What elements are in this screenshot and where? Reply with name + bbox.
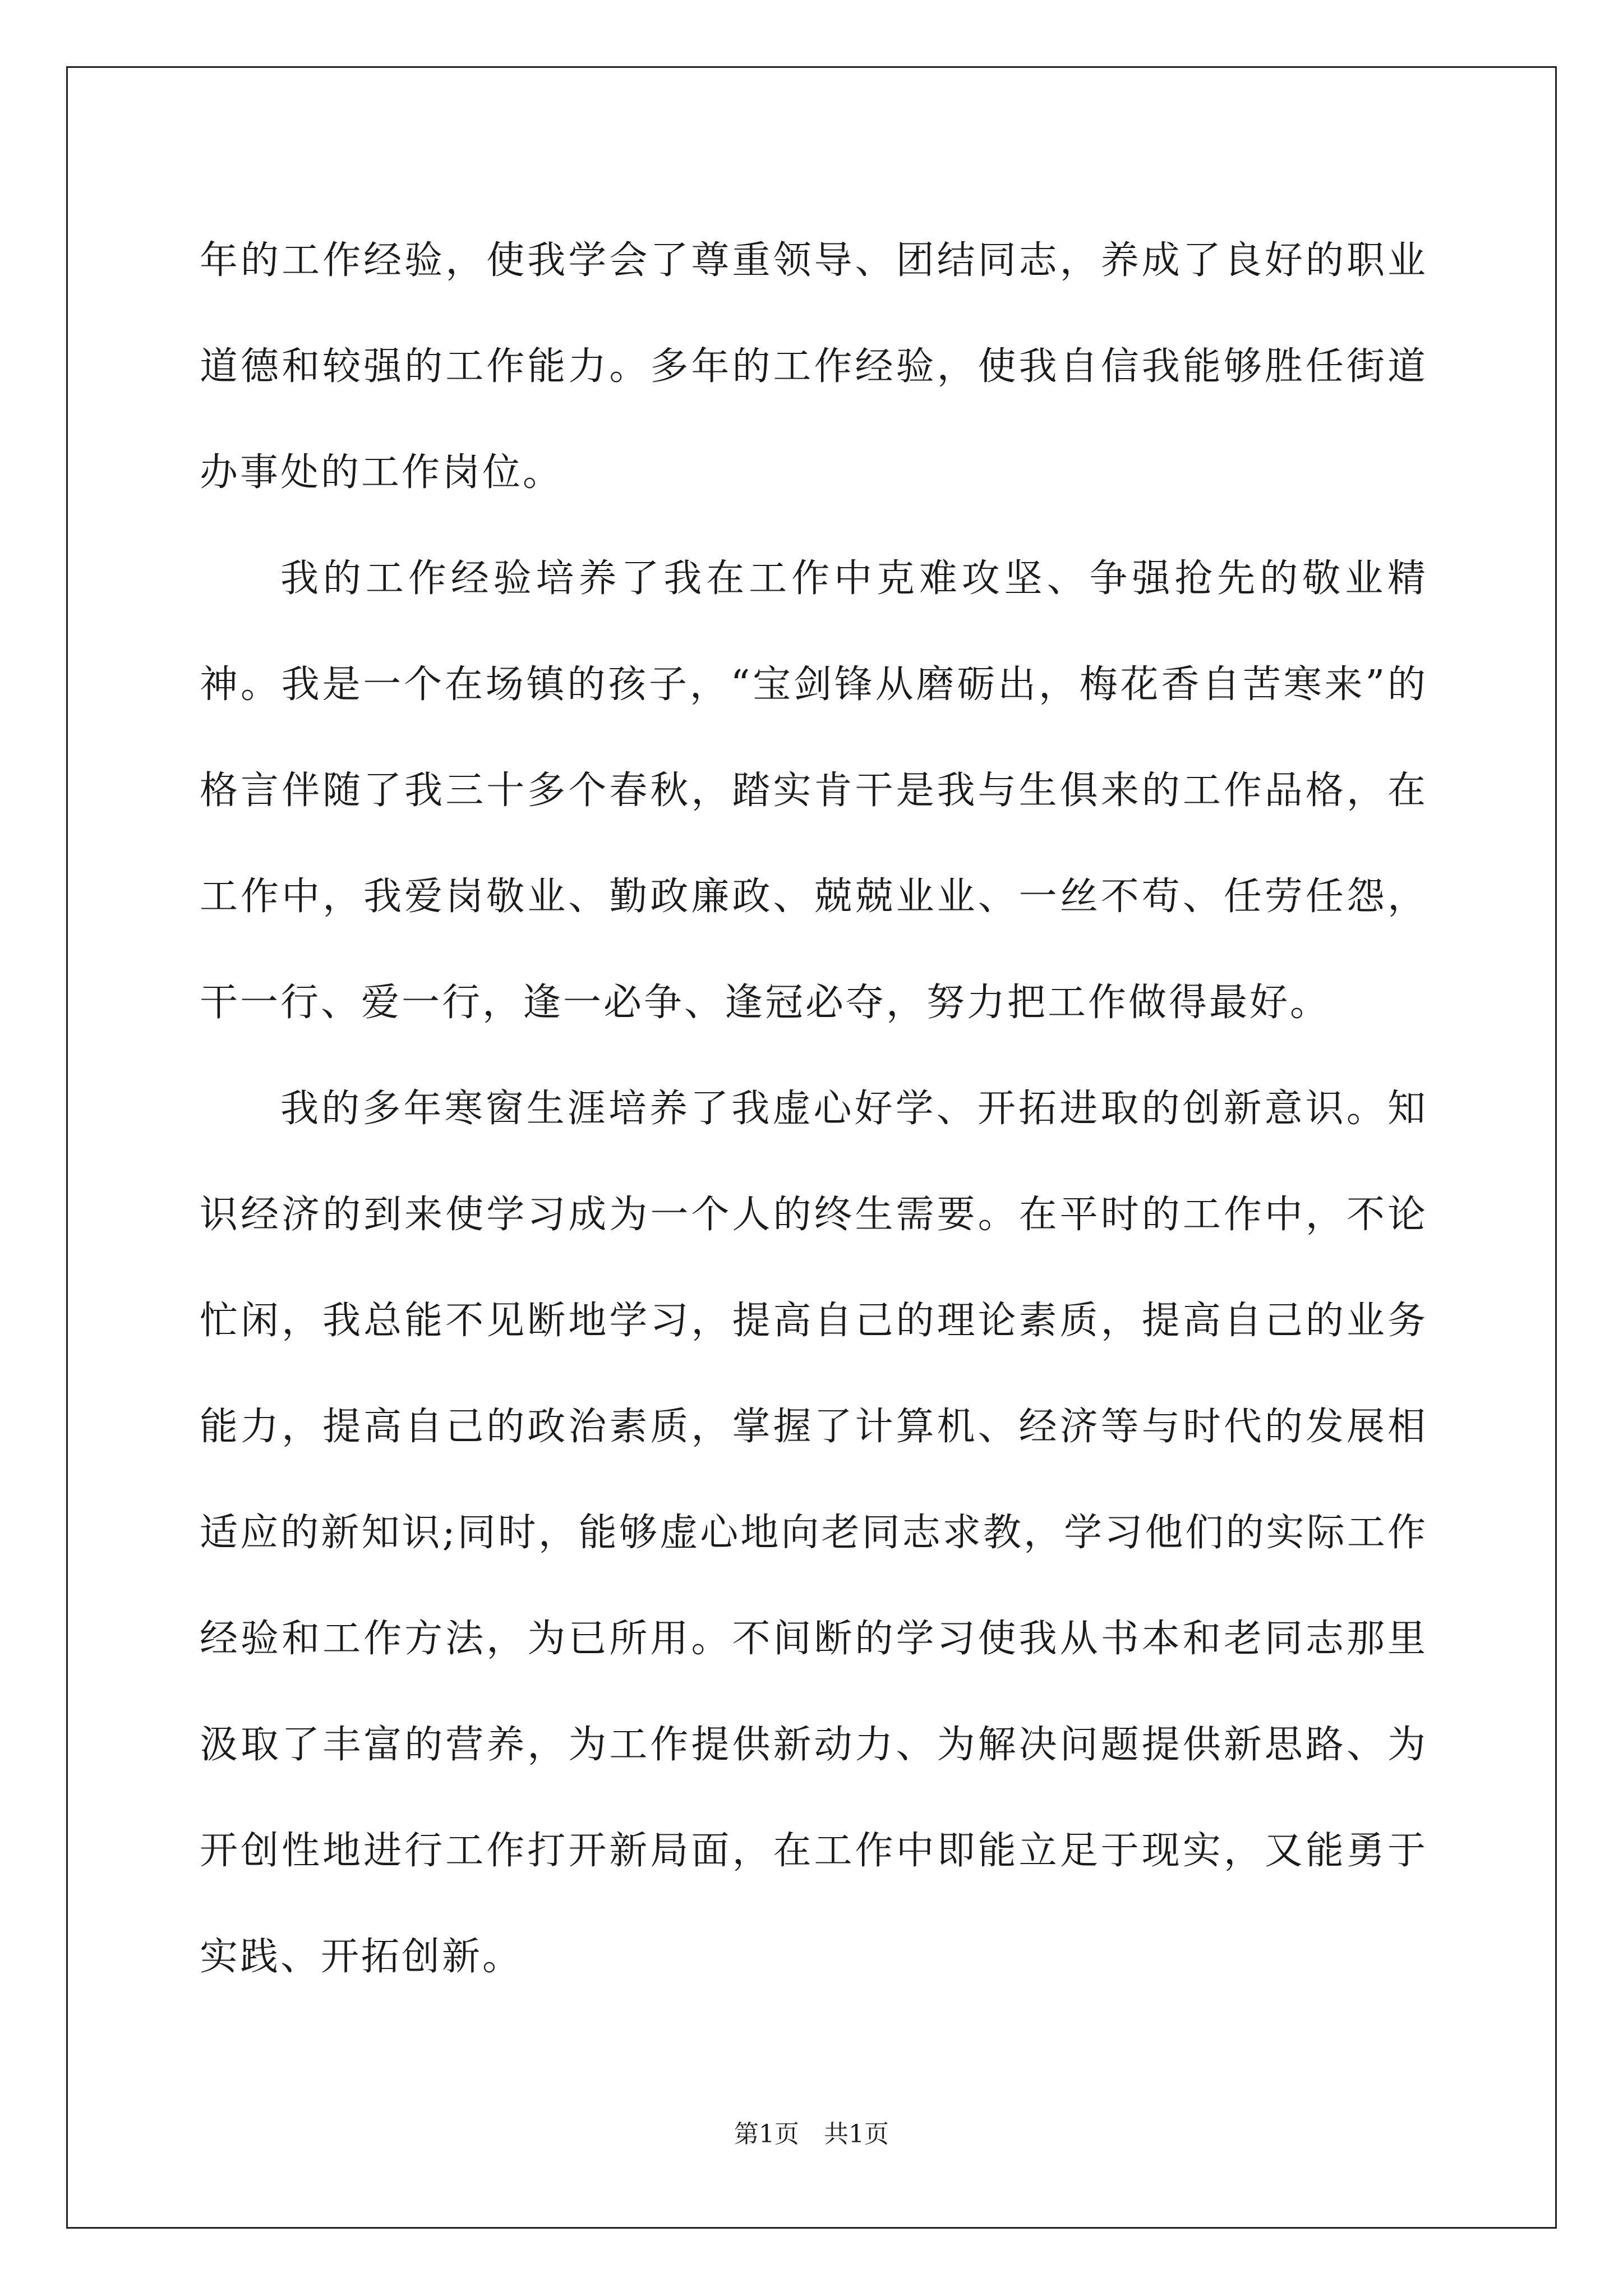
paragraph-1: 年的工作经验，使我学会了尊重领导、团结同志，养成了良好的职业道德和较强的工作能力。多年的工作经验，使我自信我能够胜任街道办事处的工作岗位。 (200, 238, 1428, 495)
paragraph-3: 我的多年寒窗生涯培养了我虚心好学、开拓进取的创新意识。知识经济的到来使学习成为一个人的终生需要。在平时的工作中，不论忙闲，我总能不见断地学习，提高自己的理论素质，提高自己的业务能力，提高自己的政治素质，掌握了计算机、经济等与时代的发展相适应的新知识;同时，能够虚心地向老同志求教，学习他们的实际工作经验和工作方法，为已所用。不间断的学习使我从书本和老同志那里汲取了丰富的营养，为工作提供新动力、为解决问题提供新思路、为开创性地进行工作打开新局面，在工作中即能立足于现实，又能勇于实践、开拓创新。 (200, 1087, 1428, 1979)
page-footer: 第1页 共1页 (734, 2120, 889, 2148)
document-body (200, 208, 1428, 2010)
paragraph-2: 我的工作经验培养了我在工作中克难攻坚、争强抢先的敬业精神。我是一个在场镇的孩子，“宝剑锋从磨砺出，梅花香自苦寒来”的格言伴随了我三十多个春秋，踏实肯干是我与生俱来的工作品格，在工作中，我爱岗敬业、勤政廉政、兢兢业业、一丝不苟、任劳任怨，干一行、爱一行，逢一必争、逢冠必夺，努力把工作做得最好。 (200, 556, 1428, 1025)
